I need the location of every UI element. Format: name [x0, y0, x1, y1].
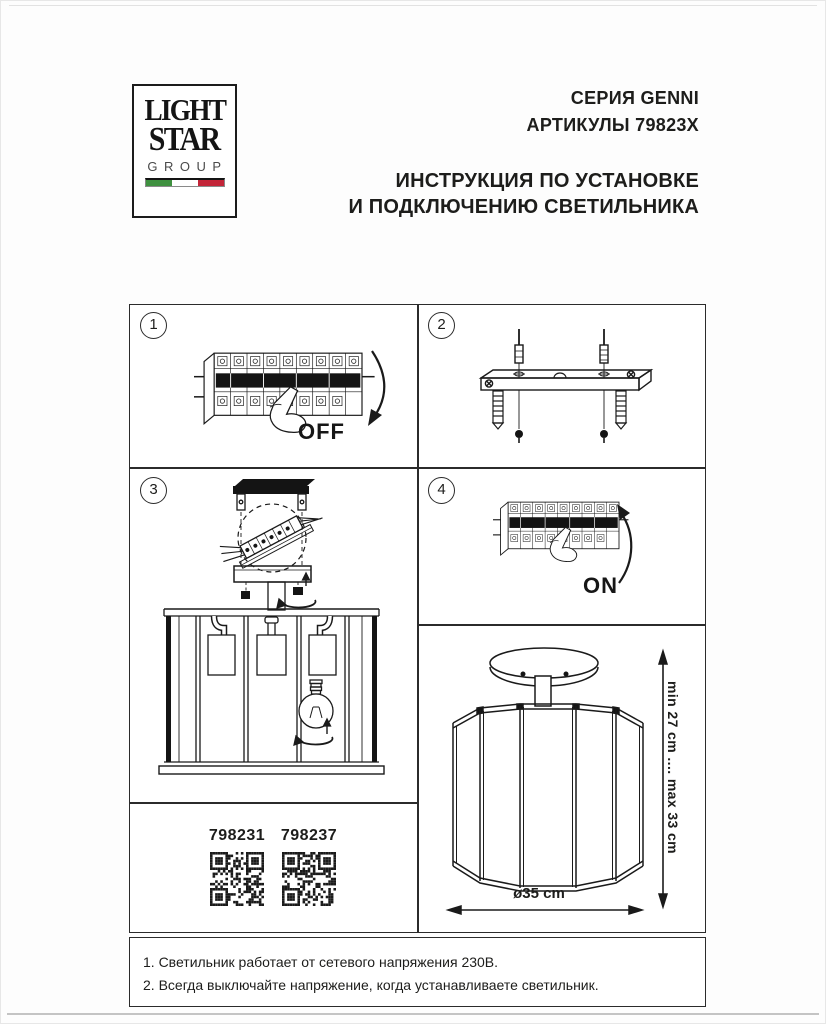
- arrow-up-curve: [619, 513, 631, 583]
- safety-notes: [129, 937, 706, 1007]
- on-label: ON: [583, 573, 618, 598]
- logo-word-star: STAR: [149, 121, 220, 158]
- terminal-block: [216, 498, 325, 575]
- step1-number: 1: [140, 312, 167, 339]
- light-bulb: [294, 680, 333, 745]
- article-number: 798231: [208, 827, 266, 844]
- arrowhead-down: [368, 409, 382, 426]
- arrow-down-curve: [372, 351, 384, 417]
- series-title: СЕРИЯ GENNI: [570, 88, 699, 108]
- qr-code-2: [282, 852, 336, 906]
- step2-number: 2: [428, 312, 455, 339]
- diameter-label: ø35 cm: [513, 885, 565, 902]
- note-line-1: 1. Светильник работает от сетевого напряжения 230В.: [143, 954, 499, 970]
- step4-number: 4: [428, 477, 455, 504]
- articles-title: АРТИКУЛЫ 79823X: [526, 115, 699, 135]
- step3-install-diagram: [129, 466, 416, 800]
- step2-bracket-diagram: [421, 319, 696, 464]
- height-range-label: min 27 cm .... max 33 cm: [665, 681, 681, 855]
- grid-divider-left-column: [130, 802, 418, 804]
- qr-code-1: [210, 852, 264, 906]
- step1-breaker-off-diagram: [164, 319, 409, 469]
- logo-word-light: LIGHT: [144, 92, 225, 127]
- article-number: 798237: [280, 827, 338, 844]
- product-column: [281, 827, 337, 906]
- lightstar-logo: [132, 84, 237, 218]
- instruction-title-line1: ИНСТРУКЦИЯ ПО УСТАНОВКЕ: [395, 170, 699, 192]
- instruction-title-line2: И ПОДКЛЮЧЕНИЮ СВЕТИЛЬНИКА: [348, 196, 699, 218]
- italian-flag-bar: [145, 178, 225, 187]
- scan-edge-top: [9, 5, 817, 6]
- step3-number: 3: [140, 477, 167, 504]
- product-column: [209, 827, 265, 906]
- off-label: OFF: [298, 419, 345, 444]
- product-qr-block: [209, 827, 337, 906]
- note-line-2: 2. Всегда выключайте напряжение, когда устанавливаете светильник.: [143, 977, 599, 993]
- scan-edge-bottom: [7, 1013, 819, 1015]
- logo-word-group: GROUP: [147, 159, 228, 174]
- header-text: [348, 85, 699, 220]
